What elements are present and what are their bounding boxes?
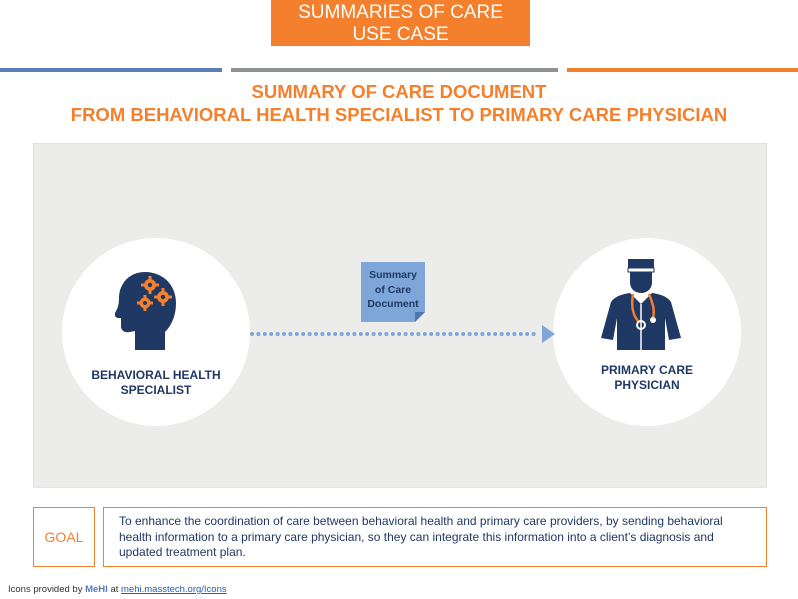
- doctor-icon: [597, 258, 687, 350]
- goal-label-box: [33, 507, 95, 567]
- arrow-dot: [416, 332, 420, 336]
- arrow-dot: [378, 332, 382, 336]
- arrow-dot: [448, 332, 452, 336]
- flow-arrow: [250, 323, 555, 345]
- header-line-1: SUMMARIES OF CARE: [298, 2, 503, 23]
- arrow-dot: [391, 332, 395, 336]
- arrow-dot: [455, 332, 459, 336]
- arrow-dot: [480, 332, 484, 336]
- source-label: [72, 368, 240, 398]
- divider-blue: [0, 68, 222, 72]
- arrow-dot: [314, 332, 318, 336]
- page-title: [0, 80, 798, 126]
- arrow-dot: [493, 332, 497, 336]
- goal-label: GOAL: [44, 529, 84, 545]
- arrow-dot: [474, 332, 478, 336]
- brain-gears-icon: [115, 270, 177, 352]
- document-label-line-3: Document: [367, 298, 419, 310]
- arrow-dot: [461, 332, 465, 336]
- arrow-dot: [410, 332, 414, 336]
- arrow-dot: [288, 332, 292, 336]
- arrow-dot: [282, 332, 286, 336]
- arrow-dot: [506, 332, 510, 336]
- footer-prefix: Icons provided by: [8, 584, 86, 595]
- arrow-dot: [359, 332, 363, 336]
- document-label: [361, 268, 425, 312]
- goal-text: To enhance the coordination of care between behavioral health and primary care providers, by sending behavioral health information to a primary care physician, so they can integrate this information into a client’s diagnosis and updated treatment plan.: [119, 514, 723, 559]
- arrow-dot: [308, 332, 312, 336]
- arrow-dot: [397, 332, 401, 336]
- source-label-line-2: SPECIALIST: [120, 383, 192, 397]
- header-line-2: USE CASE: [352, 24, 449, 45]
- arrow-dot: [263, 332, 267, 336]
- arrow-head: [542, 325, 555, 343]
- footer-brand: MeHI: [85, 584, 108, 595]
- arrow-dot: [442, 332, 446, 336]
- document-label-line-1: Summary: [369, 269, 417, 281]
- arrow-dot: [436, 332, 440, 336]
- footer-link[interactable]: mehi.masstech.org/Icons: [121, 584, 227, 595]
- document-label-line-2: of Care: [374, 283, 412, 296]
- arrow-dot: [346, 332, 350, 336]
- arrow-dot: [532, 332, 536, 336]
- arrow-dot: [256, 332, 260, 336]
- arrow-dot: [525, 332, 529, 336]
- footer-middle: at: [107, 584, 122, 595]
- title-line-1: SUMMARY OF CARE DOCUMENT: [251, 81, 547, 102]
- header-banner: [271, 0, 530, 46]
- arrow-dot: [365, 332, 369, 336]
- arrow-dot: [276, 332, 280, 336]
- arrow-dot: [320, 332, 324, 336]
- arrow-dot: [250, 332, 254, 336]
- arrow-dot: [468, 332, 472, 336]
- arrow-dot: [519, 332, 523, 336]
- target-label-line-1: PRIMARY CARE: [600, 363, 693, 377]
- arrow-dot: [423, 332, 427, 336]
- arrow-dot: [295, 332, 299, 336]
- arrow-dot: [372, 332, 376, 336]
- arrow-dot: [404, 332, 408, 336]
- source-label-line-1: BEHAVIORAL HEALTH: [91, 368, 221, 382]
- arrow-dot: [301, 332, 305, 336]
- divider-orange: [567, 68, 798, 72]
- arrow-dot: [500, 332, 504, 336]
- goal-text-box: [103, 507, 767, 567]
- title-line-2: FROM BEHAVIORAL HEALTH SPECIALIST TO PRIMARY CARE PHYSICIAN: [70, 104, 728, 125]
- arrow-dot: [327, 332, 331, 336]
- arrow-dot: [269, 332, 273, 336]
- target-label: [563, 363, 731, 393]
- footer-credit: [8, 584, 227, 595]
- arrow-dot: [429, 332, 433, 336]
- arrow-dot: [340, 332, 344, 336]
- arrow-dot: [352, 332, 356, 336]
- target-label-line-2: PHYSICIAN: [614, 378, 680, 392]
- arrow-dot: [512, 332, 516, 336]
- divider-gray: [231, 68, 558, 72]
- arrow-dot: [384, 332, 388, 336]
- arrow-dot: [333, 332, 337, 336]
- arrow-dot: [487, 332, 491, 336]
